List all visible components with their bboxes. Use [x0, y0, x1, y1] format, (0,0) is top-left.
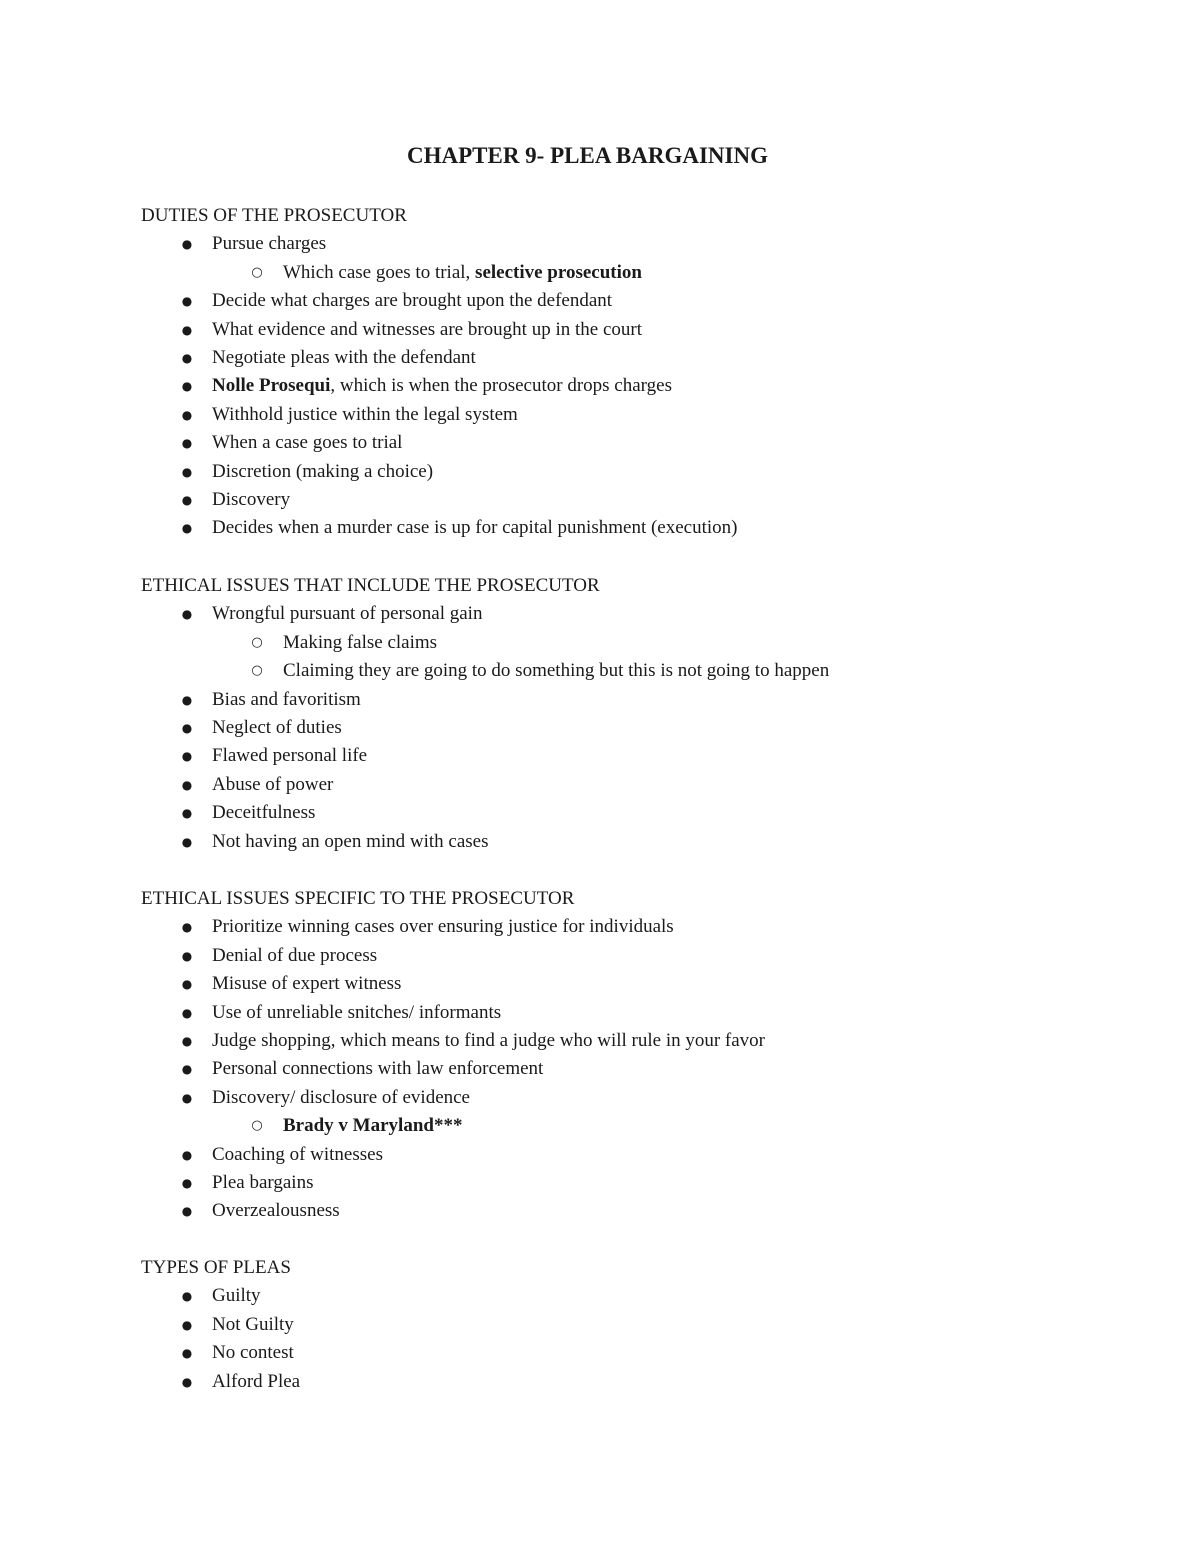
item-text: When a case goes to trial — [212, 432, 403, 454]
bullet-icon: ● — [181, 777, 193, 792]
list-item — [141, 1084, 1141, 1112]
item-text: Neglect of duties — [212, 716, 342, 738]
list-item — [141, 316, 1141, 344]
list-item — [141, 458, 1141, 486]
item-text: Negotiate pleas with the defendant — [212, 346, 476, 368]
list-item — [141, 999, 1141, 1027]
item-text: Wrongful pursuant of personal gain — [212, 603, 483, 625]
item-text: Discretion (making a choice) — [212, 460, 434, 482]
item-text: Deceitfulness — [212, 802, 316, 824]
hollow-bullet-icon: ○ — [251, 1118, 263, 1134]
list-item — [141, 344, 1141, 372]
hollow-bullet-icon: ○ — [251, 663, 263, 679]
item-text: Discovery/ disclosure of evidence — [212, 1086, 470, 1108]
bullet-icon: ● — [181, 607, 193, 622]
list-item — [141, 686, 1141, 714]
sub-list-item — [141, 259, 1141, 287]
list-item — [141, 799, 1141, 827]
list-item — [141, 1282, 1141, 1310]
section-heading: ETHICAL ISSUES THAT INCLUDE THE PROSECUTOR — [141, 575, 600, 596]
list-item — [141, 372, 1141, 400]
list-item — [141, 714, 1141, 742]
list-item — [141, 828, 1141, 856]
list-item — [141, 600, 1141, 628]
list-item — [141, 1169, 1141, 1197]
list-item — [141, 429, 1141, 457]
bullet-icon: ● — [181, 379, 193, 394]
bullet-icon: ● — [181, 294, 193, 309]
item-text: Personal connections with law enforcement — [212, 1058, 544, 1080]
bullet-icon: ● — [181, 521, 193, 536]
item-text: Coaching of witnesses — [212, 1143, 383, 1165]
bullet-icon: ● — [181, 1346, 193, 1361]
hollow-bullet-icon: ○ — [251, 264, 263, 280]
sub-list-item — [141, 657, 1141, 685]
section-duties — [141, 202, 1141, 543]
bullet-icon: ● — [181, 1175, 193, 1190]
item-text: Claiming they are going to do something but this is not going to happen — [283, 660, 830, 682]
item-text: Pursue charges — [212, 233, 327, 255]
item-text: Discovery — [212, 488, 291, 510]
list-item — [141, 287, 1141, 315]
bullet-icon: ● — [181, 1090, 193, 1105]
item-text: Bias and favoritism — [212, 688, 361, 710]
section-heading: DUTIES OF THE PROSECUTOR — [141, 205, 407, 226]
item-text: Prioritize winning cases over ensuring justice for individuals — [212, 916, 674, 938]
hollow-bullet-icon: ○ — [251, 634, 263, 650]
bullet-icon: ● — [181, 322, 193, 337]
item-text: Not having an open mind with cases — [212, 830, 489, 852]
list-item — [141, 401, 1141, 429]
bullet-icon: ● — [181, 977, 193, 992]
bullet-icon: ● — [181, 720, 193, 735]
bullet-icon: ● — [181, 1374, 193, 1389]
bullet-icon: ● — [181, 1289, 193, 1304]
bullet-icon: ● — [181, 464, 193, 479]
bullet-icon: ● — [181, 492, 193, 507]
bullet-icon: ● — [181, 1147, 193, 1162]
bullet-icon: ● — [181, 1317, 193, 1332]
section-types-of-pleas — [141, 1254, 1141, 1396]
section-ethical-issues-include — [141, 572, 1141, 856]
item-text: Plea bargains — [212, 1171, 314, 1193]
list-item — [141, 1311, 1141, 1339]
item-text: Use of unreliable snitches/ informants — [212, 1001, 502, 1023]
bullet-icon: ● — [181, 920, 193, 935]
bullet-icon: ● — [181, 806, 193, 821]
list-item — [141, 1141, 1141, 1169]
bullet-icon: ● — [181, 948, 193, 963]
list-item — [141, 942, 1141, 970]
bullet-icon: ● — [181, 692, 193, 707]
item-text: Making false claims — [283, 631, 438, 653]
item-bold-text: Brady v Maryland*** — [283, 1115, 463, 1137]
item-text: What evidence and witnesses are brought up in the court — [212, 318, 642, 340]
bullet-icon: ● — [181, 1033, 193, 1048]
item-text: Flawed personal life — [212, 745, 368, 767]
document-title: CHAPTER 9- PLEA BARGAINING — [406, 143, 768, 168]
list-item — [141, 913, 1141, 941]
item-text: Decide what charges are brought upon the defendant — [212, 290, 613, 312]
bullet-icon: ● — [181, 1005, 193, 1020]
item-text: Withhold justice within the legal system — [212, 403, 518, 425]
list-item — [141, 486, 1141, 514]
bullet-icon: ● — [181, 1062, 193, 1077]
item-text: Decides when a murder case is up for capital punishment (execution) — [212, 517, 738, 539]
list-item — [141, 970, 1141, 998]
item-text: No contest — [212, 1342, 294, 1364]
section-ethical-issues-specific — [141, 885, 1141, 1226]
item-text: Guilty — [212, 1285, 261, 1307]
list-item — [141, 1368, 1141, 1396]
list-item — [141, 514, 1141, 542]
bullet-icon: ● — [181, 407, 193, 422]
item-text: Judge shopping, which means to find a judge who will rule in your favor — [212, 1029, 766, 1051]
item-bold-text: Nolle Prosequi — [212, 375, 331, 397]
sub-list-item — [141, 629, 1141, 657]
bullet-icon: ● — [181, 350, 193, 365]
item-text: Abuse of power — [212, 773, 334, 795]
bullet-icon: ● — [181, 834, 193, 849]
list-item — [141, 1197, 1141, 1225]
item-text: Misuse of expert witness — [212, 973, 402, 995]
item-text: Alford Plea — [212, 1370, 301, 1392]
list-item — [141, 1027, 1141, 1055]
item-text: Denial of due process — [212, 944, 378, 966]
section-heading: TYPES OF PLEAS — [141, 1257, 291, 1278]
list-item — [141, 230, 1141, 258]
item-text: Not Guilty — [212, 1313, 294, 1335]
sub-list-item — [141, 1112, 1141, 1140]
bullet-icon: ● — [181, 1204, 193, 1219]
list-item — [141, 771, 1141, 799]
bullet-icon: ● — [181, 436, 193, 451]
item-text: Overzealousness — [212, 1200, 340, 1222]
bullet-icon: ● — [181, 237, 193, 252]
item-bold-text: selective prosecution — [475, 261, 642, 283]
list-item — [141, 742, 1141, 770]
section-heading: ETHICAL ISSUES SPECIFIC TO THE PROSECUTOR — [141, 888, 575, 909]
list-item — [141, 1339, 1141, 1367]
item-text: , which is when the prosecutor drops charges — [330, 375, 672, 397]
bullet-icon: ● — [181, 749, 193, 764]
item-text: Which case goes to trial, — [283, 261, 476, 283]
list-item — [141, 1055, 1141, 1083]
